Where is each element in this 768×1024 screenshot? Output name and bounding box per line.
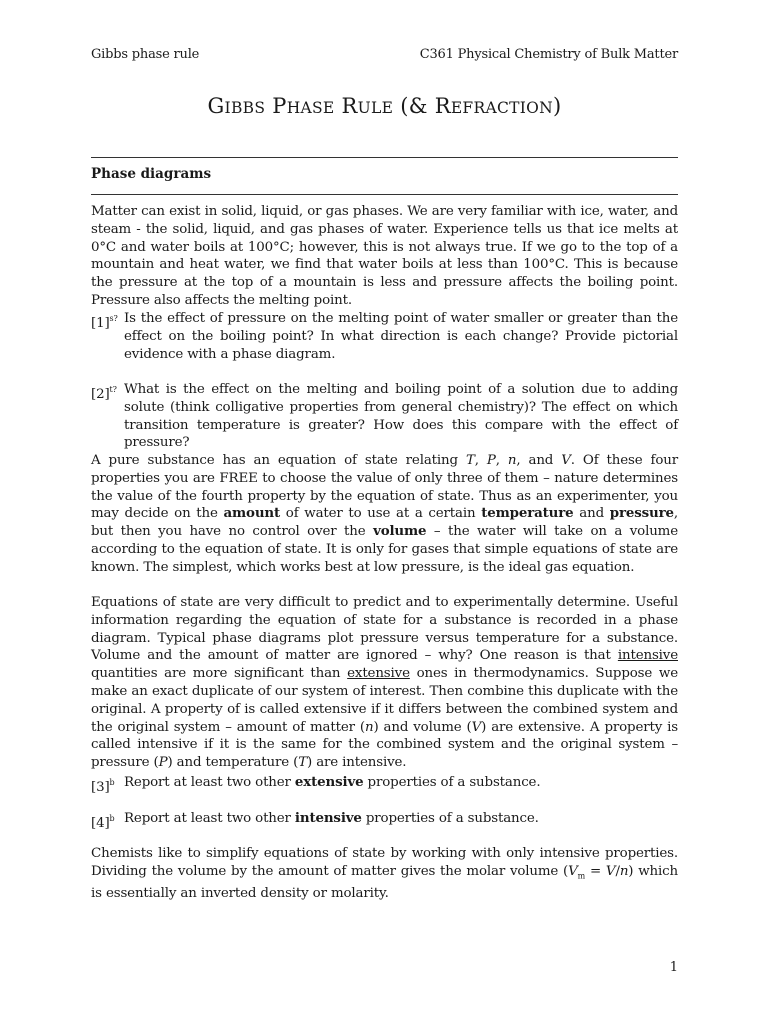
question-2 — [91, 381, 678, 452]
paragraph-intro: Matter can exist in solid, liquid, or gas phases. We are very familiar with ice, water, and steam - the solid, liquid, and gas phases of water. Experience tells us that ice melts at 0°C and water boils at 100°C; however, this is not always true. If we go to the top of a mountain and heat water, we find that water boils at less than 100°C. This is because the pressure at the top of a mountain is less and pressure affects the boiling point. Pressure also affects the melting point. — [91, 204, 678, 308]
question-number: $[1]^{s?}$ — [91, 314, 118, 331]
divider-top — [91, 157, 678, 158]
question-number: $[3]^b$ — [91, 778, 115, 795]
question-text: Is the effect of pressure on the melting point of water smaller or greater than the effect on the boiling point? In what direction is each change? Provide pictorial evidence with a phase diagram. — [124, 311, 678, 362]
section-heading: Phase diagrams — [91, 166, 212, 182]
question-number: $[2]^{t?}$ — [91, 385, 117, 402]
question-1 — [91, 310, 678, 363]
question-4 — [91, 810, 678, 831]
question-text: Report at least two other intensive properties of a substance. — [124, 810, 539, 826]
document-title: GIBBS PHASE RULE (& REFRACTION) — [207, 94, 562, 118]
divider-bottom — [91, 194, 678, 195]
running-header — [91, 47, 678, 67]
paragraph-extensive-intensive: Equations of state are very difficult to predict and to experimentally determine. Useful information regarding the equation of state for a substance is recorded in a phase diagram. Typical phase diagrams plot pressure versus temperature for a substance. Volume and the amount of matter are ignored – why? One reason is that intensive quantities are more significant than extensive ones in thermodynamics. Suppose we make an exact duplicate of our system of interest. Then combine this duplicate with the original. A property of is called extensive if it differs between the combined system and the original system – amount of matter (n) and volume (V) are extensive. A property is called intensive if it is the same for the combined system and the original system – pressure (P) and temperature (T) are intensive. — [91, 595, 678, 771]
question-text: What is the effect on the melting and boiling point of a solution due to adding solute (think colligative properties from general chemistry)? The effect on which transition temperature is greater? How does this compare with the effect of pressure? — [124, 382, 678, 451]
question-text: Report at least two other extensive properties of a substance. — [124, 774, 541, 790]
page-number: 1 — [669, 960, 678, 975]
question-number: $[4]^b$ — [91, 814, 115, 831]
question-3 — [91, 774, 678, 795]
header-right: C361 Physical Chemistry of Bulk Matter — [419, 47, 678, 62]
header-left: Gibbs phase rule — [91, 47, 200, 62]
paragraph-equation-of-state: A pure substance has an equation of state relating T, P, n, and V. Of these four properties you are FREE to choose the value of only three of them – nature determines the value of the fourth property by the equation of state. Thus as an experimenter, you may decide on the amount of water to use at a certain temperature and pressure, but then you have no control over the volume – the water will take on a volume according to the equation of state. It is only for gases that simple equations of state are known. The simplest, which works best at low pressure, is the ideal gas equation. — [91, 453, 678, 575]
paragraph-molar-volume: Chemists like to simplify equations of state by working with only intensive properties. Dividing the volume by the amount of matter gives the molar volume $(V_m = V/n)$ which is essentially an inverted density or molarity. — [91, 846, 678, 902]
